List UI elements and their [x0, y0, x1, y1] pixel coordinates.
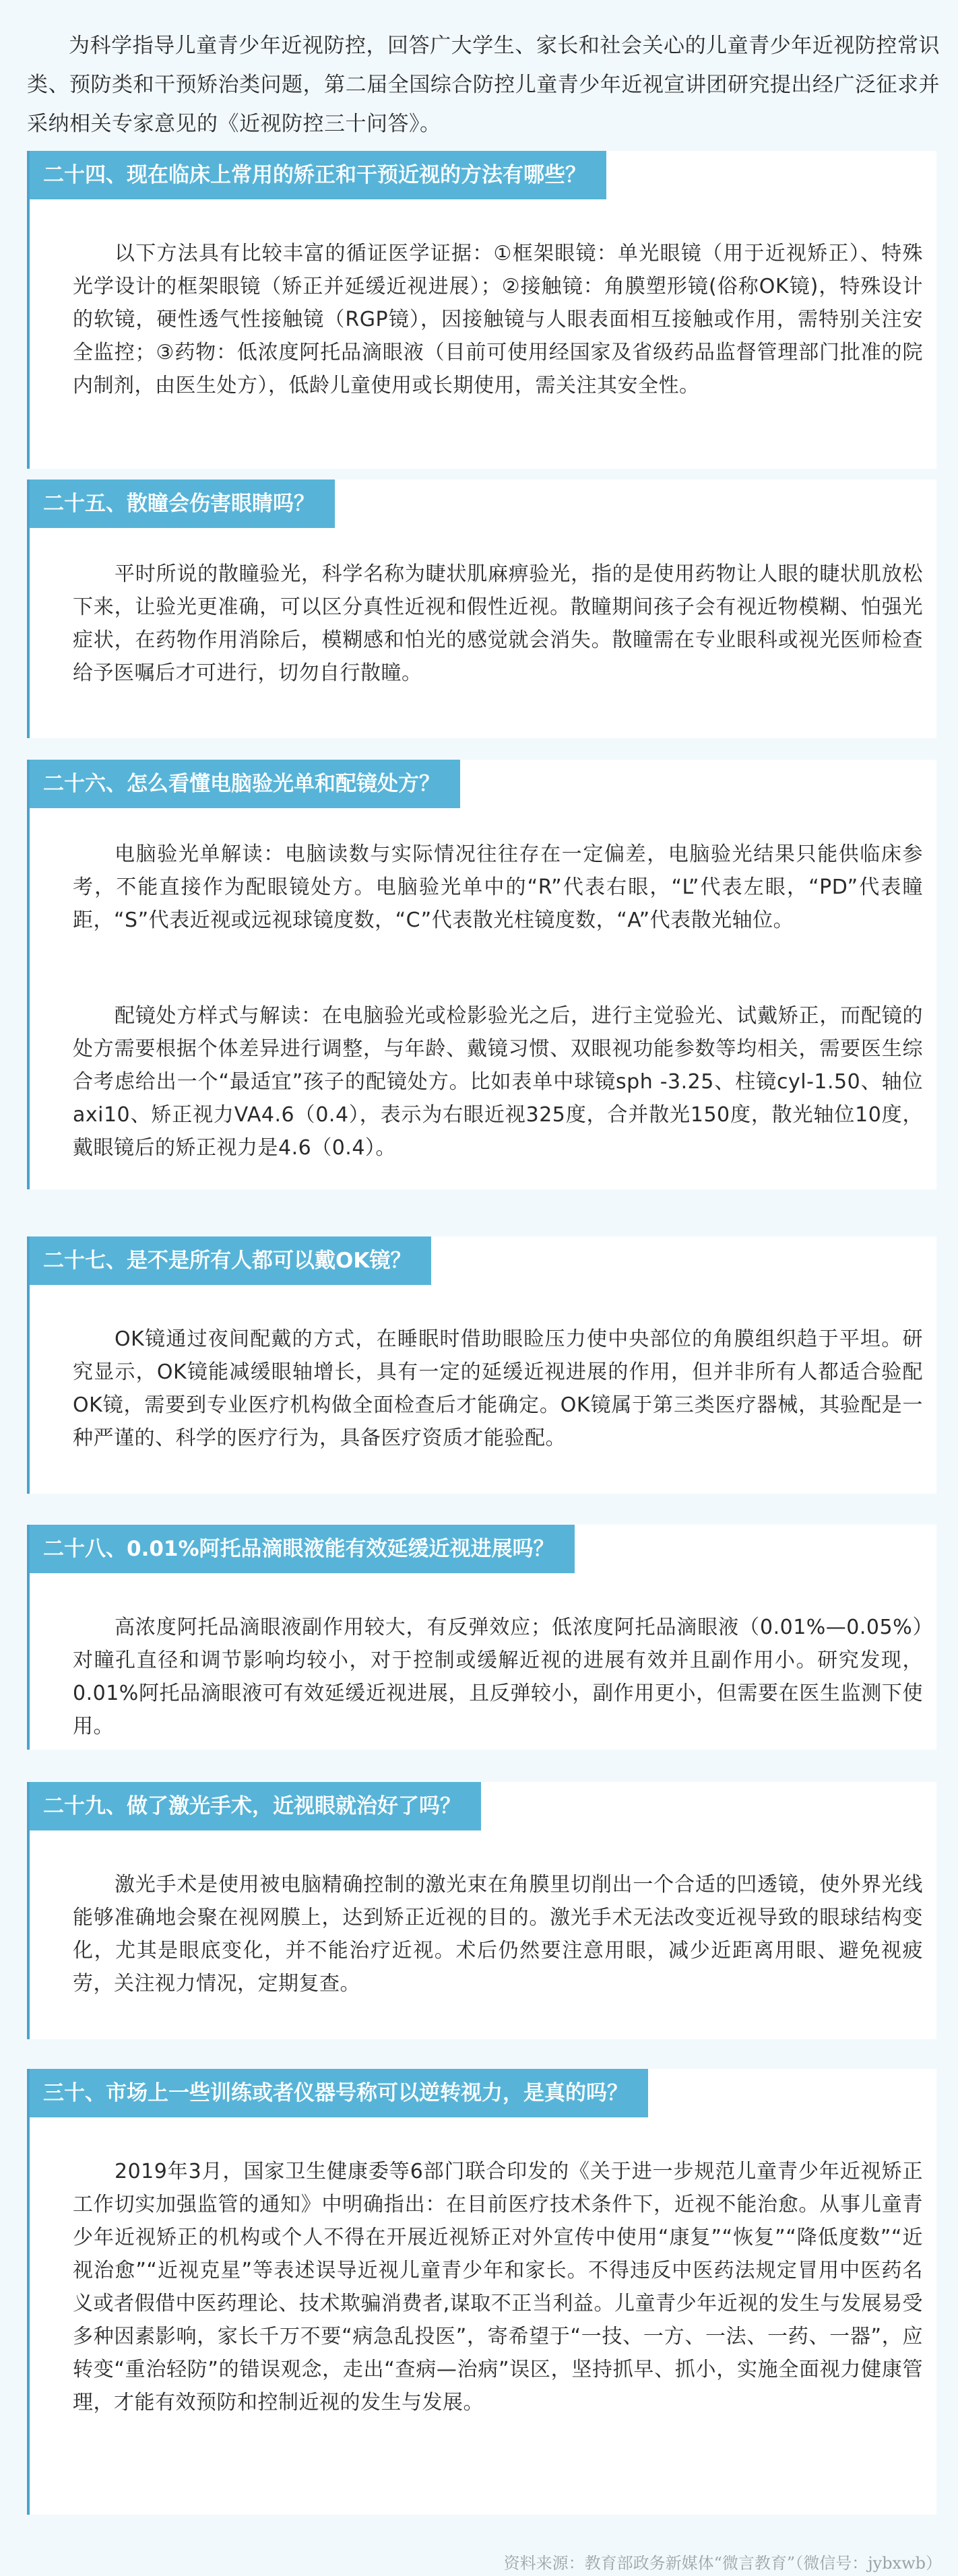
question-section-27 — [27, 1236, 936, 1494]
answer-paragraph: 电脑验光单解读：电脑读数与实际情况往往存在一定偏差，电脑验光结果只能供临床参考，不能直接作为配眼镜处方。电脑验光单中的“R”代表右眼，“L”代表左眼，“PD”代表瞳距，“S”代表近视或远视球镜度数，“C”代表散光柱镜度数，“A”代表散光轴位。 — [73, 843, 923, 932]
answer-paragraph: 2019年3月，国家卫生健康委等6部门联合印发的《关于进一步规范儿童青少年近视矫正工作切实加强监管的通知》中明确指出：在目前医疗技术条件下，近视不能治愈。从事儿童青少年近视矫正的机构或个人不得在开展近视矫正对外宣传中使用“康复”“恢复”“降低度数”“近视治愈”“近视克星”等表述误导近视儿童青少年和家长。不得违反中医药法规定冒用中医药名义或者假借中医药理论、技术欺骗消费者,谋取不正当利益。儿童青少年近视的发生与发展易受多种因素影响，家长千万不要“病急乱投医”，寄希望于“一技、一方、一法、一药、一器”，应转变“重治轻防”的错误观念，走出“查病—治病”误区，坚持抓早、抓小，实施全面视力健康管理，才能有效预防和控制近视的发生与发展。 — [73, 2160, 923, 2414]
answer-paragraph: 配镜处方样式与解读：在电脑验光或检影验光之后，进行主觉验光、试戴矫正，而配镜的处方需要根据个体差异进行调整，与年龄、戴镜习惯、双眼视功能参数等均相关，需要医生综合考虑给出一个“最适宜”孩子的配镜处方。比如表单中球镜sph -3.25、柱镜cyl-1.50、轴位axi10、矫正视力VA4.6（0.4），表示为右眼近视325度，合并散光150度，散光轴位10度，戴眼镜后的矫正视力是4.6（0.4）。 — [73, 1004, 923, 1160]
question-title: 二十四、现在临床上常用的矫正和干预近视的方法有哪些？ — [30, 151, 606, 199]
source-credit: 资料来源：教育部政务新媒体“微言教育”（微信号：jybxwb） — [503, 2554, 942, 2573]
question-title: 二十九、做了激光手术，近视眼就治好了吗？ — [30, 1782, 481, 1830]
question-title: 二十七、是不是所有人都可以戴OK镜？ — [30, 1236, 431, 1285]
intro-paragraph: 为科学指导儿童青少年近视防控，回答广大学生、家长和社会关心的儿童青少年近视防控常识类、预防类和干预矫治类问题，第二届全国综合防控儿童青少年近视宣讲团研究提出经广泛征求并采纳相关专家意见的《近视防控三十问答》。 — [27, 34, 940, 136]
question-section-24 — [27, 151, 936, 469]
question-section-30 — [27, 2069, 936, 2515]
question-title: 二十八、0.01%阿托品滴眼液能有效延缓近视进展吗？ — [30, 1525, 575, 1573]
answer-paragraph: 以下方法具有比较丰富的循证医学证据：①框架眼镜：单光眼镜（用于近视矫正）、特殊光学设计的框架眼镜（矫正并延缓近视进展）；②接触镜：角膜塑形镜(俗称OK镜)，特殊设计的软镜，硬性透气性接触镜（RGP镜），因接触镜与人眼表面相互接触或作用，需特别关注安全监控；③药物：低浓度阿托品滴眼液（目前可使用经国家及省级药品监督管理部门批准的院内制剂，由医生处方），低龄儿童使用或长期使用，需关注其安全性。 — [73, 242, 923, 397]
answer-paragraph: 激光手术是使用被电脑精确控制的激光束在角膜里切削出一个合适的凹透镜，使外界光线能够准确地会聚在视网膜上，达到矫正近视的目的。激光手术无法改变近视导致的眼球结构变化，尤其是眼底变化，并不能治疗近视。术后仍然要注意用眼，减少近距离用眼、避免视疲劳，关注视力情况，定期复查。 — [73, 1873, 923, 1995]
question-section-29 — [27, 1782, 936, 2039]
question-section-28 — [27, 1525, 936, 1750]
question-title: 三十、市场上一些训练或者仪器号称可以逆转视力，是真的吗？ — [30, 2069, 648, 2117]
question-title: 二十六、怎么看懂电脑验光单和配镜处方？ — [30, 760, 460, 808]
answer-paragraph: 高浓度阿托品滴眼液副作用较大，有反弹效应；低浓度阿托品滴眼液（0.01%—0.05%）对瞳孔直径和调节影响均较小，对于控制或缓解近视的进展有效并且副作用小。研究发现，0.01%阿托品滴眼液可有效延缓近视进展，且反弹较小，副作用更小，但需要在医生监测下使用。 — [73, 1616, 923, 1738]
question-section-26 — [27, 760, 936, 1189]
question-section-25 — [27, 480, 936, 738]
answer-paragraph: 平时所说的散瞳验光，科学名称为睫状肌麻痹验光，指的是使用药物让人眼的睫状肌放松下来，让验光更准确，可以区分真性近视和假性近视。散瞳期间孩子会有视近物模糊、怕强光症状，在药物作用消除后，模糊感和怕光的感觉就会消失。散瞳需在专业眼科或视光医师检查给予医嘱后才可进行，切勿自行散瞳。 — [73, 562, 923, 685]
question-title: 二十五、散瞳会伤害眼睛吗？ — [30, 480, 335, 528]
answer-paragraph: OK镜通过夜间配戴的方式，在睡眠时借助眼睑压力使中央部位的角膜组织趋于平坦。研究显示，OK镜能减缓眼轴增长，具有一定的延缓近视进展的作用，但并非所有人都适合验配OK镜，需要到专业医疗机构做全面检查后才能确定。OK镜属于第三类医疗器械，其验配是一种严谨的、科学的医疗行为，具备医疗资质才能验配。 — [73, 1327, 923, 1450]
